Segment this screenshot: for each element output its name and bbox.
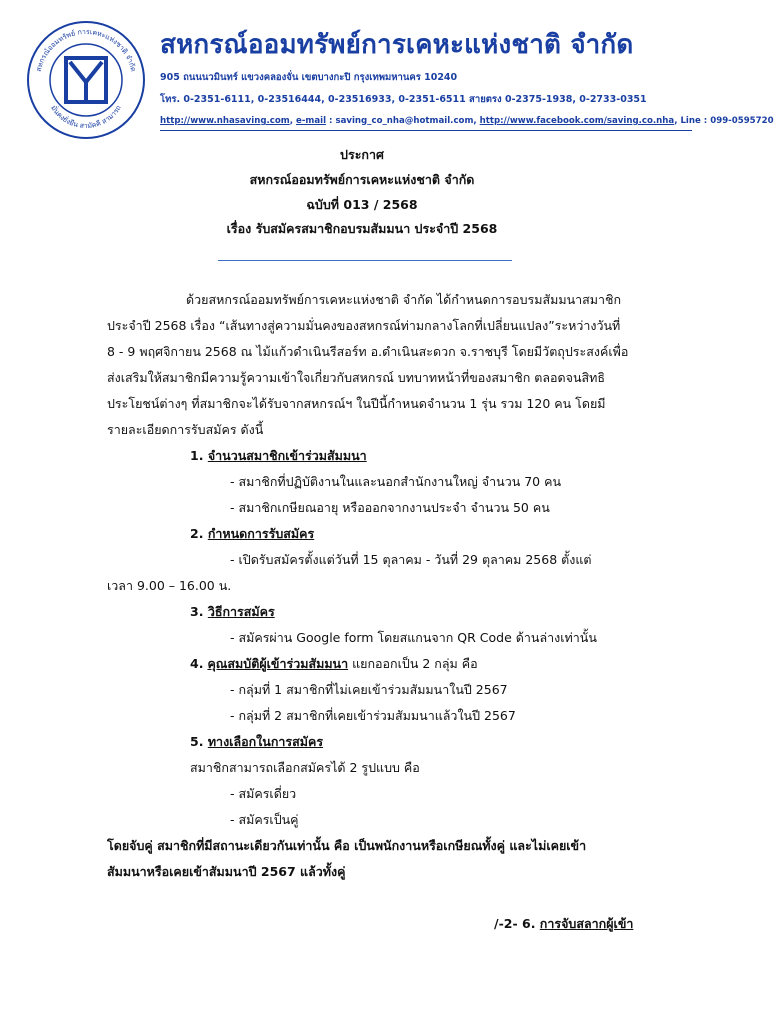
section-5-item-b: - สมัครเป็นคู่ — [230, 812, 299, 827]
section-4-heading — [190, 658, 478, 671]
announcement-subject: เรื่อง รับสมัครสมาชิกอบรมสัมมนา ประจำปี 2568 — [226, 221, 498, 236]
section-1-heading — [190, 450, 367, 463]
pair-rule-line-1: โดยจับคู่ สมาชิกที่มีสถานะเดียวกันเท่านั้น คือ เป็นพนักงานหรือเกษียณทั้งคู่ และไม่เคยเข้า — [107, 838, 587, 853]
line-contact: , Line : 099-0595720 — [674, 116, 774, 126]
org-contacts — [160, 116, 774, 126]
section-2-heading — [190, 528, 314, 541]
section-5-number: 5. — [190, 734, 204, 749]
section-2-title: กำหนดการรับสมัคร — [207, 526, 315, 541]
intro-line-4: ส่งเสริมให้สมาชิกมีความรู้ความเข้าใจเกี่ยวกับสหกรณ์ บทบาทหน้าที่ของสมาชิก ตลอดจนสิทธิ — [107, 370, 606, 385]
section-3-heading — [190, 606, 275, 619]
intro-line-1: ด้วยสหกรณ์ออมทรัพย์การเคหะแห่งชาติ จำกัด ได้กำหนดการอบรมสัมมนาสมาชิก — [186, 292, 622, 307]
section-3-number: 3. — [190, 604, 204, 619]
org-address: 905 ถนนนวมินทร์ แขวงคลองจั่น เขตบางกะปิ กรุงเทพมหานคร 10240 — [160, 72, 458, 83]
section-2-item-b: เวลา 9.00 – 16.00 น. — [107, 578, 232, 593]
page-continuation — [494, 918, 633, 931]
section-3-title: วิธีการสมัคร — [207, 604, 275, 619]
page-marker: /-2- 6. — [494, 916, 540, 931]
section-4-tail: แยกออกเป็น 2 กลุ่ม คือ — [348, 656, 478, 671]
announcement-number: ฉบับที่ 013 / 2568 — [306, 197, 418, 212]
section-1-number: 1. — [190, 448, 204, 463]
section-5-item-a: - สมัครเดี่ยว — [230, 786, 297, 801]
section-4-item-a: - กลุ่มที่ 1 สมาชิกที่ไม่เคยเข้าร่วมสัมมนาในปี 2567 — [230, 682, 508, 697]
org-phone: โทร. 0-2351-6111, 0-23516444, 0-23516933, 0-2351-6511 สายตรง 0-2375-1938, 0-2733-0351 — [160, 94, 647, 105]
section-1-item-a: - สมาชิกที่ปฏิบัติงานในและนอกสำนักงานใหญ่ จำนวน 70 คน — [230, 474, 562, 489]
section-1-item-b: - สมาชิกเกษียณอายุ หรือออกจากงานประจำ จำนวน 50 คน — [230, 500, 550, 515]
intro-line-3: 8 - 9 พฤศจิกายน 2568 ณ ไม้แก้วดำเนินรีสอร์ท อ.ดำเนินสะดวก จ.ราชบุรี โดยมีวัตถุประสงค์เพื่อ — [107, 344, 629, 359]
section-5-heading — [190, 736, 323, 749]
section-3-item-a: - สมัครผ่าน Google form โดยสแกนจาก QR Code ด้านล่างเท่านั้น — [230, 630, 597, 645]
svg-text:สหกรณ์ออมทรัพย์ การเคหะแห่งชาต: สหกรณ์ออมทรัพย์ การเคหะแห่งชาติ จำกัด — [34, 27, 138, 73]
intro-line-5: ประโยชน์ต่างๆ ที่สมาชิกจะได้รับจากสหกรณ์ฯ ในปีนี้กำหนดจำนวน 1 รุ่น รวม 120 คน โดยมี — [107, 396, 606, 411]
section-2-item-a: - เปิดรับสมัครตั้งแต่วันที่ 15 ตุลาคม - วันที่ 29 ตุลาคม 2568 ตั้งแต่ — [230, 552, 592, 567]
announcement-org: สหกรณ์ออมทรัพย์การเคหะแห่งชาติ จำกัด — [249, 172, 475, 187]
section-4-title: คุณสมบัติผู้เข้าร่วมสัมมนา — [207, 656, 349, 671]
org-name: สหกรณ์ออมทรัพย์การเคหะแห่งชาติ จำกัด — [160, 30, 634, 60]
email-label[interactable]: e-mail — [295, 116, 327, 126]
section-4-item-b: - กลุ่มที่ 2 สมาชิกที่เคยเข้าร่วมสัมมนาแล้วในปี 2567 — [230, 708, 516, 723]
facebook-link[interactable]: http://www.facebook.com/saving.co.nha — [479, 116, 675, 126]
section-5-intro: สมาชิกสามารถเลือกสมัครได้ 2 รูปแบบ คือ — [190, 760, 420, 775]
announcement-heading: ประกาศ — [340, 147, 384, 162]
separator: , — [289, 116, 296, 126]
svg-text:มั่นคงยั่งยืน สามัคคี สามารถ: มั่นคงยั่งยืน สามัคคี สามารถ — [49, 104, 123, 131]
cooperative-logo — [24, 18, 148, 142]
section-2-number: 2. — [190, 526, 204, 541]
email-address: : saving_co_nha@hotmail.com, — [326, 116, 480, 126]
header-rule — [160, 130, 692, 131]
website-link[interactable]: http://www.nhasaving.com — [160, 116, 290, 126]
section-4-number: 4. — [190, 656, 204, 671]
section-5-title: ทางเลือกในการสมัคร — [207, 734, 324, 749]
pair-rule-line-2: สัมมนาหรือเคยเข้าสัมมนาปี 2567 แล้วทั้งคู่ — [107, 864, 346, 879]
next-section-title: การจับสลากผู้เข้า — [539, 916, 634, 931]
title-rule — [218, 260, 512, 261]
section-1-title: จำนวนสมาชิกเข้าร่วมสัมมนา — [207, 448, 367, 463]
intro-line-2: ประจำปี 2568 เรื่อง “เส้นทางสู่ความมั่นคงของสหกรณ์ท่ามกลางโลกที่เปลี่ยนแปลง”ระหว่างวันที่ — [107, 318, 621, 333]
intro-line-6: รายละเอียดการรับสมัคร ดังนี้ — [107, 422, 264, 437]
